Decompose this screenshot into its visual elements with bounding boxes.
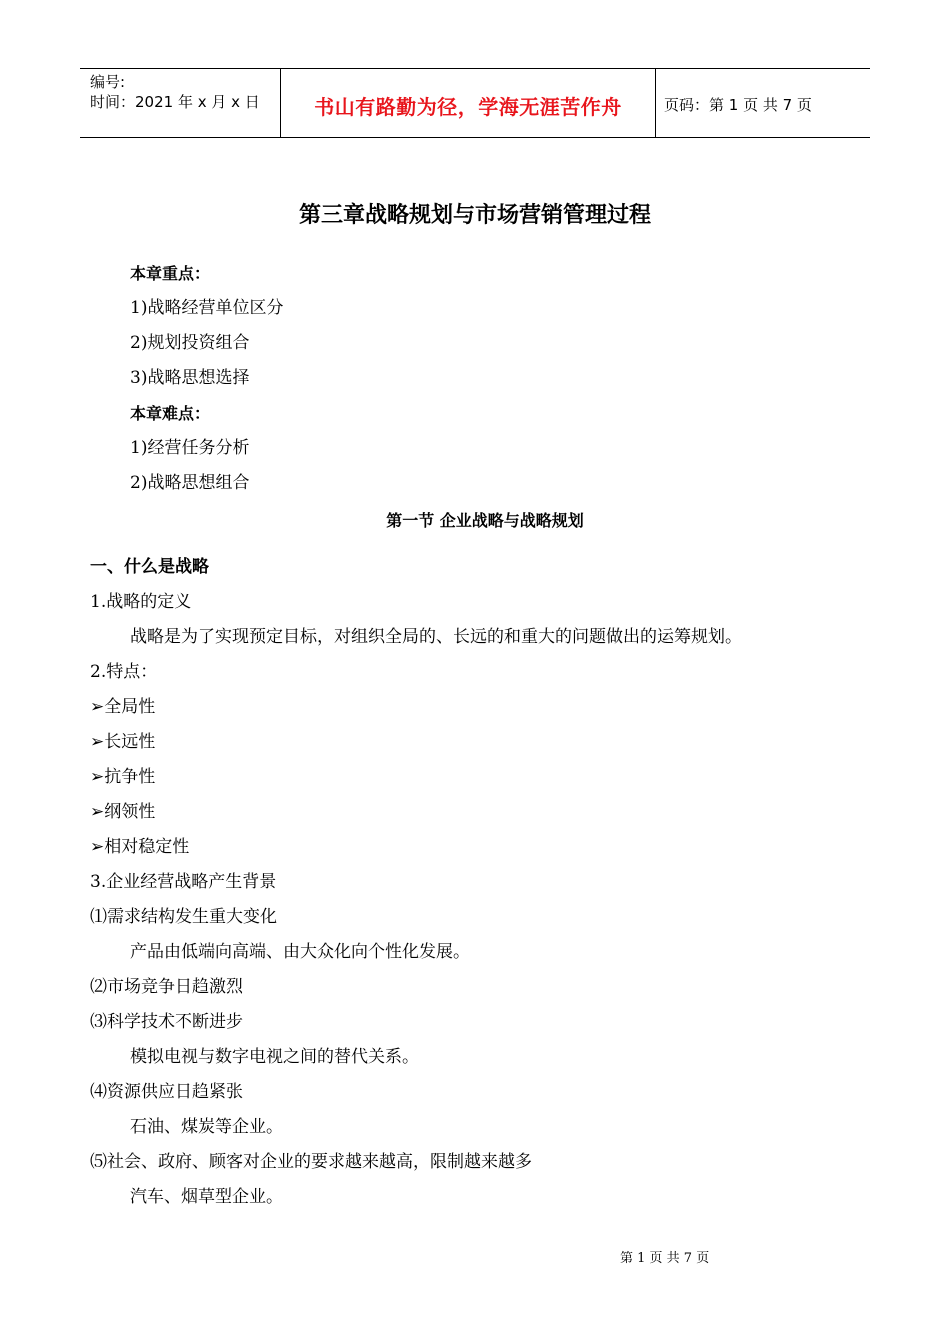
feature-item: ➢抗争性 xyxy=(90,767,156,787)
feature-item: ➢纲领性 xyxy=(90,802,156,822)
difficult-point-item: 1)经营任务分析 xyxy=(130,438,250,458)
chapter-title: 第三章战略规划与市场营销管理过程 xyxy=(298,203,651,228)
header-meta-cell xyxy=(80,69,280,137)
background-item: ⑷资源供应日趋紧张 xyxy=(90,1082,243,1102)
background-note: 模拟电视与数字电视之间的替代关系。 xyxy=(130,1047,419,1067)
background-item: ⑶科学技术不断进步 xyxy=(90,1012,243,1032)
key-point-item: 2)规划投资组合 xyxy=(130,333,250,353)
background-note: 产品由低端向高端、由大众化向个性化发展。 xyxy=(130,942,470,962)
background-item: ⑴需求结构发生重大变化 xyxy=(90,907,277,927)
background-note: 汽车、烟草型企业。 xyxy=(130,1187,283,1207)
definition-text: 战略是为了实现预定目标，对组织全局的、长远的和重大的问题做出的运筹规划。 xyxy=(130,627,742,647)
difficult-point-item: 2)战略思想组合 xyxy=(130,473,250,493)
header-motto-cell xyxy=(280,69,656,137)
background-item: ⑵市场竞争日趋激烈 xyxy=(90,977,243,997)
background-heading: 3.企业经营战略产生背景 xyxy=(90,872,277,892)
key-point-item: 1)战略经营单位区分 xyxy=(130,298,284,318)
key-points-heading: 本章重点： xyxy=(130,264,211,283)
background-item: ⑸社会、政府、顾客对企业的要求越来越高，限制越来越多 xyxy=(90,1152,532,1172)
document-header xyxy=(80,68,870,138)
header-page-cell xyxy=(655,69,870,137)
key-point-item: 3)战略思想选择 xyxy=(130,368,250,388)
feature-item: ➢相对稳定性 xyxy=(90,837,190,857)
part-heading: 一、什么是战略 xyxy=(90,557,209,577)
background-note: 石油、煤炭等企业。 xyxy=(130,1117,283,1137)
features-heading: 2.特点： xyxy=(90,662,158,682)
section-title: 第一节 企业战略与战略规划 xyxy=(386,511,584,530)
document-number-label: 编号: xyxy=(90,73,126,91)
difficult-points-heading: 本章难点： xyxy=(130,404,211,423)
document-time-label: 时间：2021 年 x 月 x 日 xyxy=(90,93,260,111)
feature-item: ➢长远性 xyxy=(90,732,156,752)
definition-heading: 1.战略的定义 xyxy=(90,592,192,612)
page-footer: 第 1 页 共 7 页 xyxy=(620,1251,710,1266)
feature-item: ➢全局性 xyxy=(90,697,156,717)
header-page-info: 页码：第 1 页 共 7 页 xyxy=(664,96,812,114)
header-motto: 书山有路勤为径，学海无涯苦作舟 xyxy=(314,95,622,119)
